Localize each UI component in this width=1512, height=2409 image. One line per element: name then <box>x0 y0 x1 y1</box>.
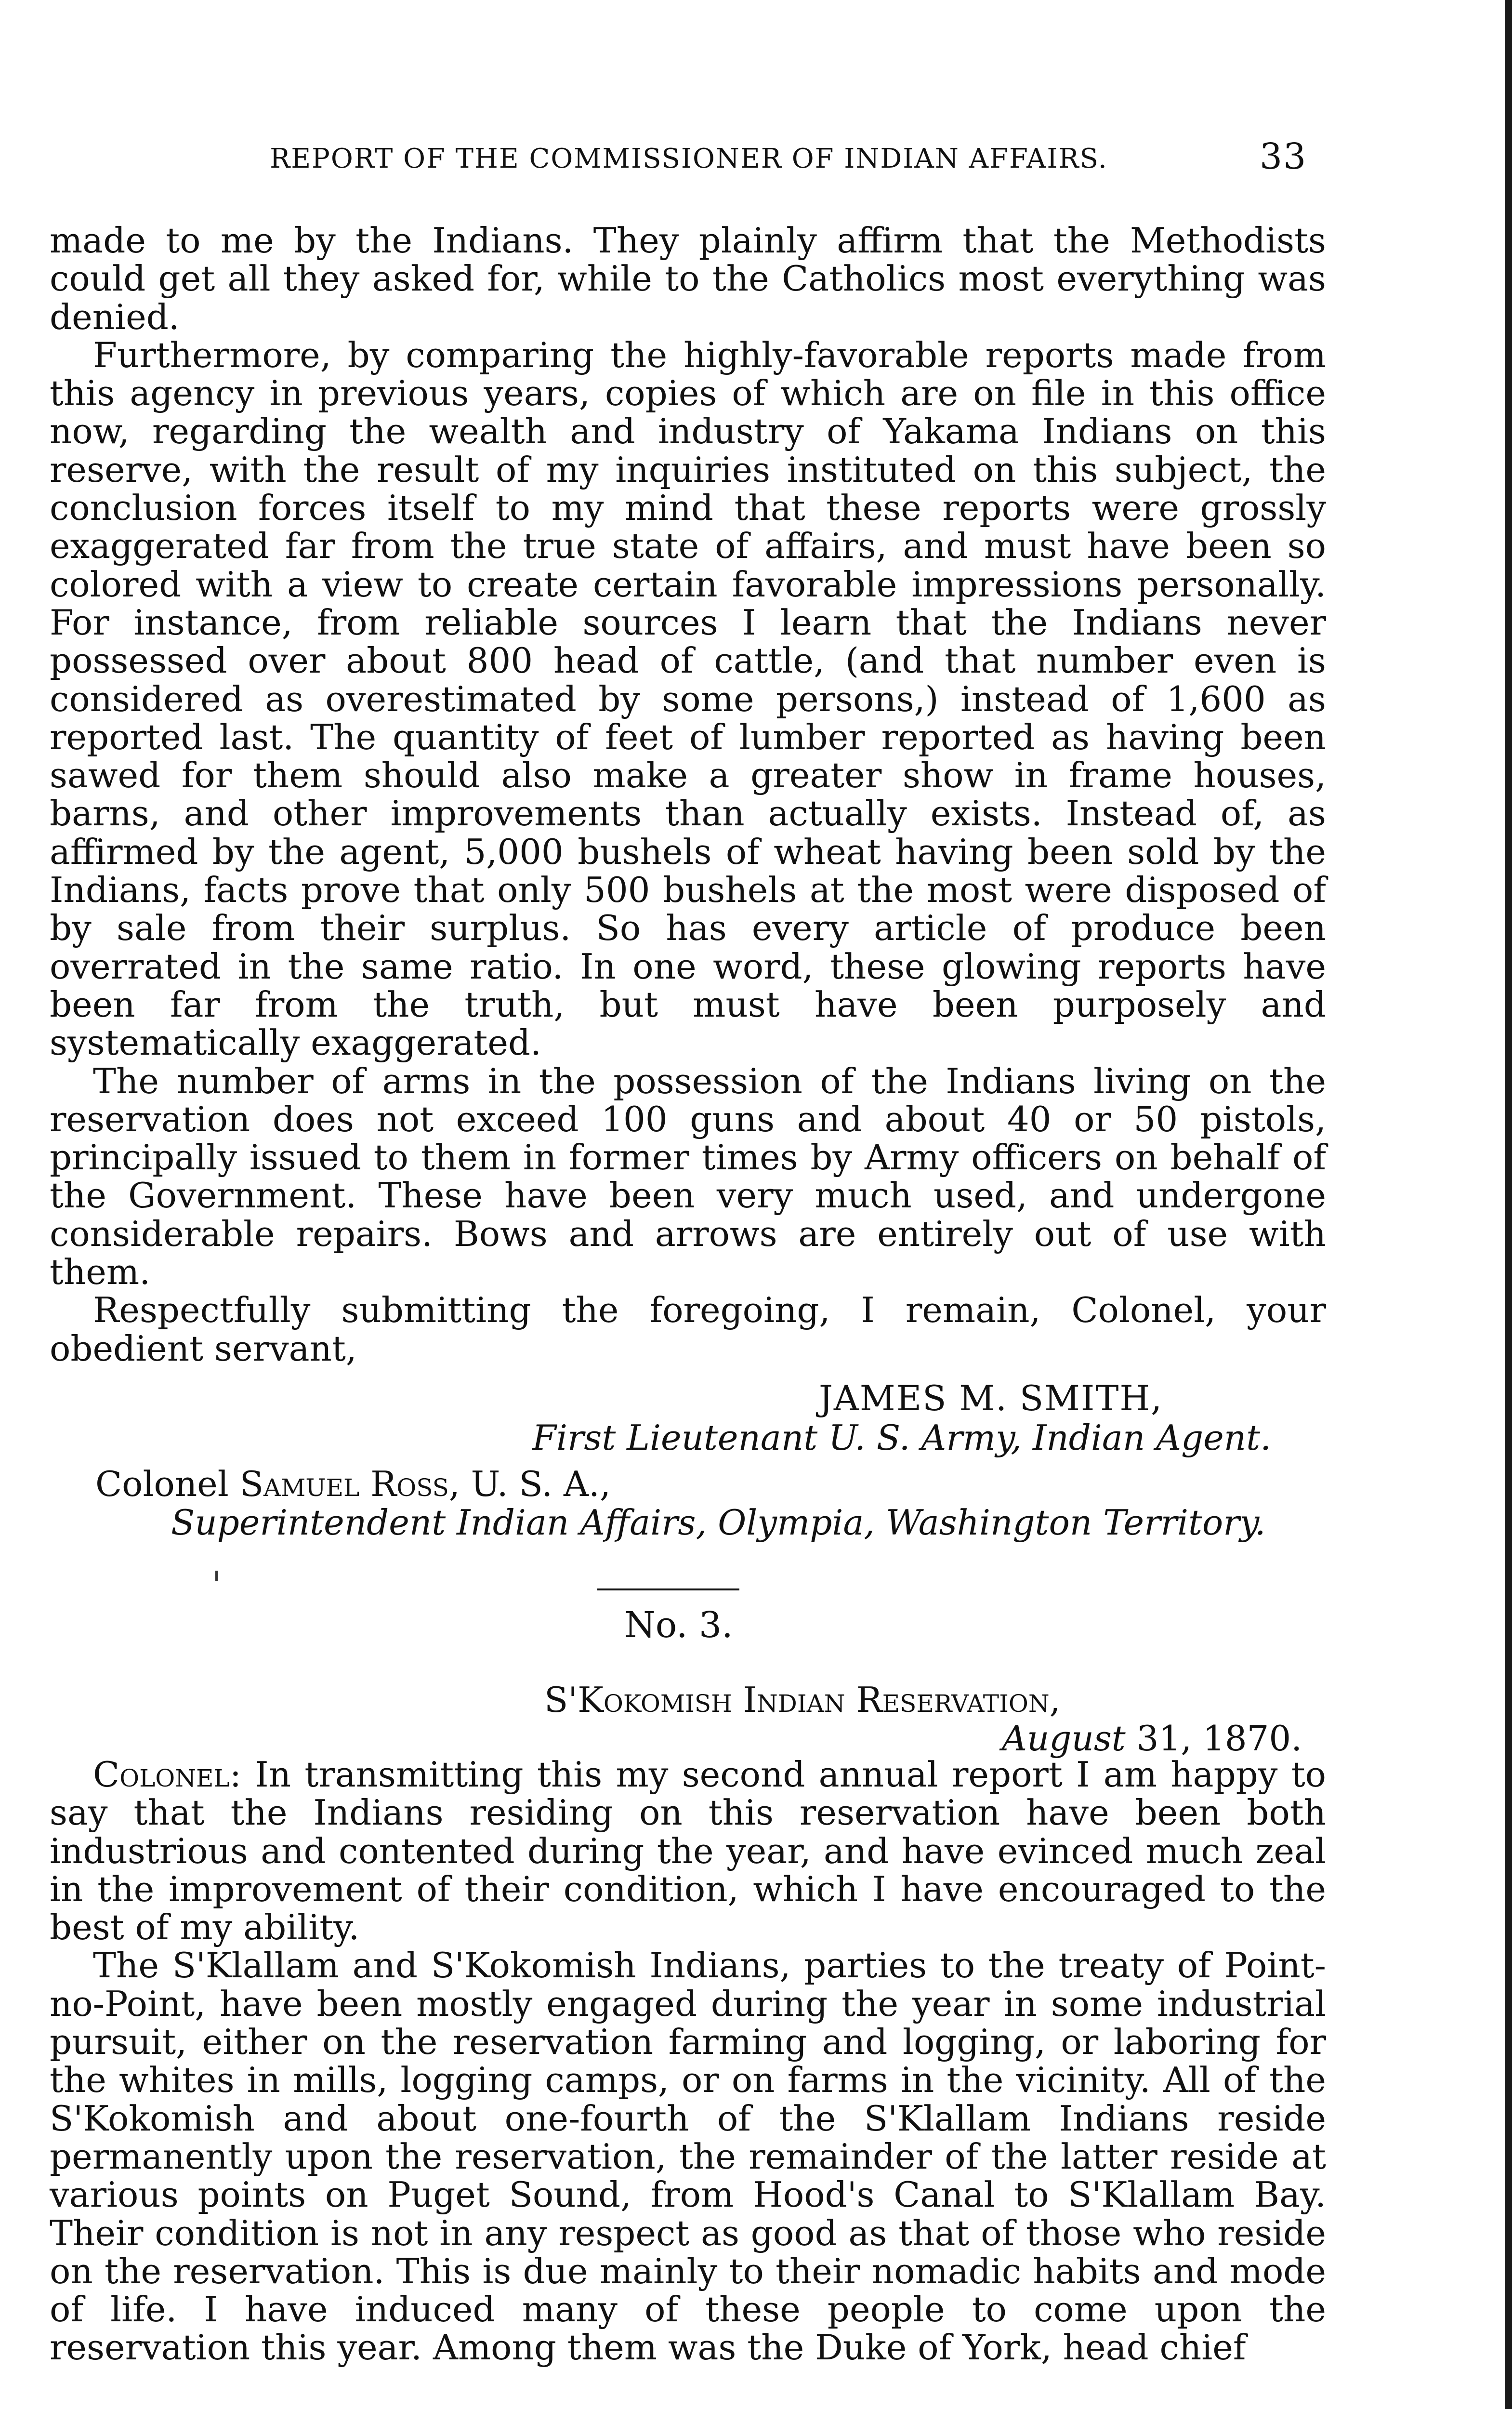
dateline-day-year: 31, 1870. <box>1125 1718 1302 1759</box>
addressee <box>95 1464 611 1504</box>
salutation: Colonel <box>93 1754 230 1795</box>
paragraph: Respectfully submitting the foregoing, I remain, Colonel, your obedient servant, <box>50 1290 1326 1369</box>
page-edge-border <box>1505 0 1512 2409</box>
paragraph: Furthermore, by comparing the highly-favorable reports made from this agency in previous years, copies of which are on file in this office now, regarding the wealth and industry of Yakama Indians on this reserve, with the result of my inquiries instituted on this subject, the conclusion forces itself to my mind that these reports were grossly exaggerated far from the true state of affairs, and must have been so colored with a view to create certain favorable impressions personally. For instance, from reliable sources I learn that the Indians never possessed over about 800 head of cattle, (and that number even is considered as overestimated by some persons,) instead of 1,600 as reported last. The quantity of feet of lumber reported as having been sawed for them should also make a greater show in frame houses, barns, and other improvements than actually exists. Instead of, as affirmed by the agent, 5,000 bushels of wheat having been sold by the Indians, facts prove that only 500 bushels at the most were disposed of by sale from their surplus. So has every article of produce been overrated in the same ratio. In one word, these glowing reports have been far from the truth, but must have been purposely and systematically exaggerated. <box>50 334 1326 1063</box>
addressee-suffix: , U. S. A., <box>448 1464 611 1504</box>
dateline-month: August <box>1002 1718 1126 1759</box>
section-number: No. 3. <box>624 1604 733 1646</box>
section-divider <box>597 1588 739 1590</box>
letter-3-body <box>50 1756 1326 2367</box>
dateline-date <box>1002 1718 1302 1759</box>
running-head-title: REPORT OF THE COMMISSIONER OF INDIAN AFFAIRS. <box>270 143 1108 174</box>
paragraph: The S'Klallam and S'Kokomish Indians, parties to the treaty of Point-no-Point, have been mostly engaged during the year in some industrial pursuit, either on the reservation farming and logging, or laboring for the whites in mills, logging camps, or on farms in the vicinity. All of the S'Kokomish and about one-fourth of the S'Klallam Indians reside permanently upon the reservation, the remainder of the latter reside at various points on Puget Sound, from Hood's Canal to S'Klallam Bay. Their condition is not in any respect as good as that of those who reside on the reservation. This is due mainly to their nomadic habits and mode of life. I have induced many of these people to come upon the reservation this year. Among them was the Duke of York, head chief <box>50 1945 1326 2368</box>
stray-print-mark <box>215 1571 218 1581</box>
page-number: 33 <box>1260 136 1307 177</box>
addressee-prefix: Colonel <box>95 1464 240 1504</box>
paragraph: The number of arms in the possession of the Indians living on the reservation does not exceed 100 guns and about 40 or 50 pistols, principally issued to them in former times by Army officers on behalf of the Government. These have been very much used, and undergone considerable repairs. Bows and arrows are entirely out of use with them. <box>50 1060 1326 1293</box>
letter-2-body <box>50 222 1326 1368</box>
signature-name: JAMES M. SMITH, <box>819 1378 1163 1418</box>
paragraph <box>50 1756 1326 1946</box>
addressee-title: Superintendent Indian Affairs, Olympia, Washington Territory. <box>171 1502 1266 1543</box>
paragraph-text: : In transmitting this my second annual report I am happy to say that the Indians residing on this reservation have been both industrious and contented during the year, and have evinced much zeal in the improvement of their condition, which I have encouraged to the best of my ability. <box>50 1754 1326 1948</box>
signature-title: First Lieutenant U. S. Army, Indian Agent. <box>532 1417 1271 1458</box>
running-head <box>48 140 1329 175</box>
paragraph: made to me by the Indians. They plainly affirm that the Methodists could get all they asked for, while to the Catholics most everything was denied. <box>50 220 1326 337</box>
dateline-place: S'Kokomish Indian Reservation, <box>544 1680 1061 1720</box>
addressee-name: Samuel Ross <box>239 1464 449 1504</box>
